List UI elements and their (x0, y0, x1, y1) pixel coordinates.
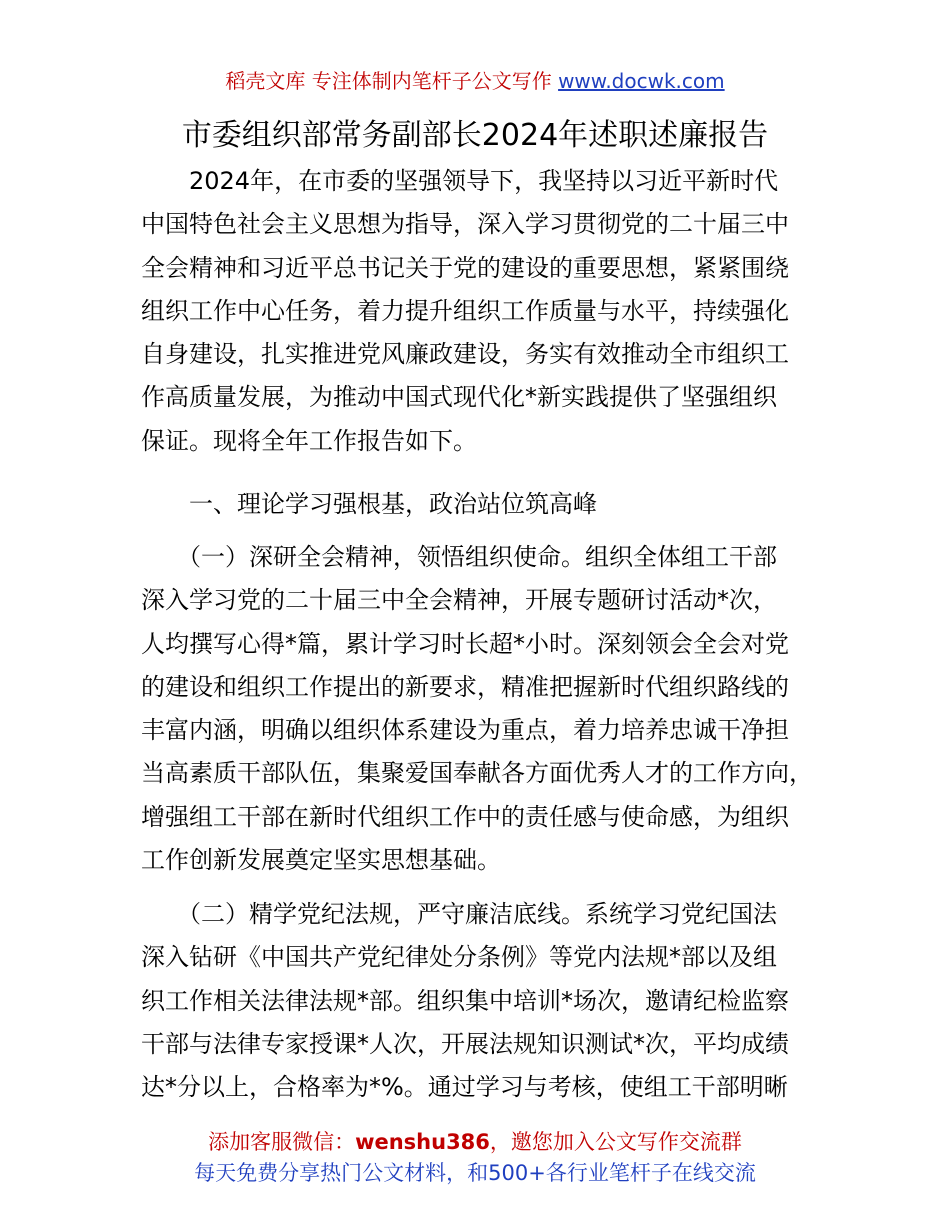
text-line: 自身建设，扎实推进党风廉政建设，务实有效推动全市组织工 (141, 340, 789, 369)
text-line: 达*分以上，合格率为*%。通过学习与考核，使组工干部明晰 (141, 1073, 788, 1102)
text-line: 织工作相关法律法规*部。组织集中培训*场次，邀请纪检监察 (141, 986, 789, 1015)
text-line: 干部与法律专家授课*人次，开展法规知识测试*次，平均成绩 (141, 1029, 789, 1058)
subsection-2-paragraph (141, 893, 789, 1109)
text-line: （二）精学党纪法规，严守廉洁底线。系统学习党纪国法 (141, 900, 777, 928)
wechat-id: wenshu386 (355, 1130, 490, 1154)
text-line: 深入钻研《中国共产党纪律处分条例》等党内法规*部以及组 (141, 943, 777, 972)
text-line: 的建设和组织工作提出的新要求，精准把握新时代组织路线的 (141, 672, 789, 701)
footer-suffix: ，邀您加入公文写作交流群 (489, 1130, 742, 1154)
text-line: 全会精神和习近平总书记关于党的建设的重要思想，紧紧围绕 (141, 253, 789, 282)
document-title: 市委组织部常务副部长2024年述职述廉报告 (181, 118, 769, 153)
text-line: 人均撰写心得*篇，累计学习时长超*小时。深刻领会全会对党 (141, 629, 789, 658)
text-line: 组织工作中心任务，着力提升组织工作质量与水平，持续强化 (141, 296, 789, 325)
footer-contact-line (0, 1127, 950, 1158)
footer-prefix: 添加客服微信： (208, 1130, 356, 1154)
text-line: （一）深研全会精神，领悟组织使命。组织全体组工干部 (141, 543, 777, 571)
site-footer (0, 1127, 950, 1189)
text-line: 一、理论学习强根基，政治站位筑高峰 (141, 490, 597, 518)
intro-paragraph (141, 160, 789, 463)
text-line: 当高素质干部队伍，集聚爱国奉献各方面优秀人才的工作方向， (141, 759, 813, 788)
text-line: 中国特色社会主义思想为指导，深入学习贯彻党的二十届三中 (141, 210, 789, 239)
text-line: 保证。现将全年工作报告如下。 (141, 426, 477, 455)
section-heading (141, 483, 597, 526)
site-brand: 稻壳文库 专注体制内笔杆子公文写作 (225, 69, 552, 93)
text-line: 深入学习党的二十届三中全会精神，开展专题研讨活动*次， (141, 586, 777, 615)
subsection-1-paragraph (141, 536, 813, 882)
site-link[interactable]: www.docwk.com (558, 69, 725, 93)
text-line: 作高质量发展，为推动中国式现代化*新实践提供了坚强组织 (141, 383, 777, 412)
text-line: 增强组工干部在新时代组织工作中的责任感与使命感，为组织 (141, 802, 789, 831)
text-line: 丰富内涵，明确以组织体系建设为重点，着力培养忠诚干净担 (141, 716, 789, 745)
footer-promo-line: 每天免费分享热门公文材料，和500+各行业笔杆子在线交流 (194, 1161, 756, 1185)
text-line: 工作创新发展奠定坚实思想基础。 (141, 846, 501, 875)
site-header (0, 66, 950, 96)
text-line: 2024年，在市委的坚强领导下，我坚持以习近平新时代 (141, 167, 779, 195)
